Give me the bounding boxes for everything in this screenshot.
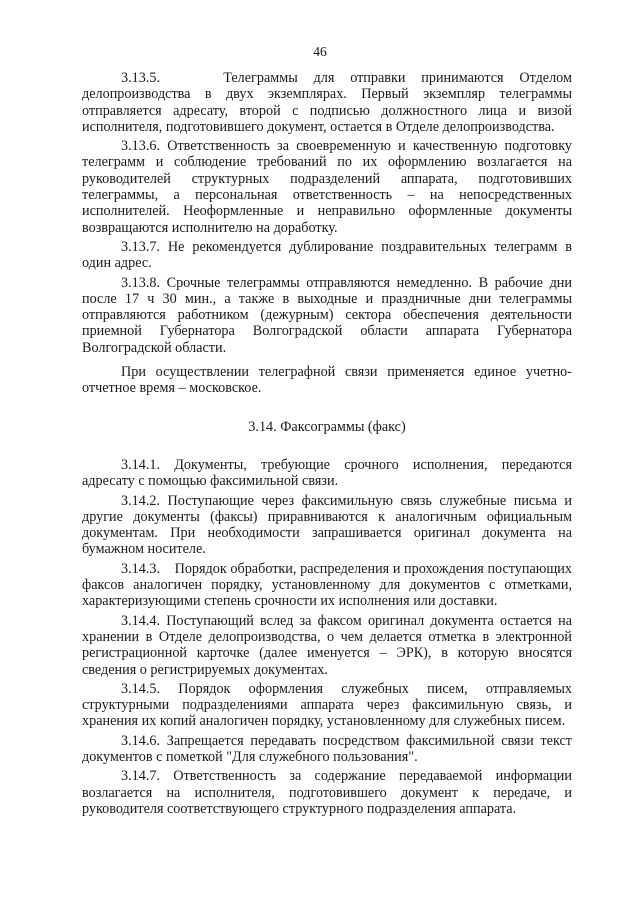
paragraph-telegraph-time: При осуществлении телеграфной связи применяется единое учетно-отчетное время – московское. xyxy=(82,364,572,397)
section-title-3-14: 3.14. Факсограммы (факс) xyxy=(248,418,406,435)
paragraph-3-13-6: 3.13.6. Ответственность за своевременную и качественную подготовку телеграмм и соблюдение требований по их оформлению возлагается на руководителей структурных подразделений аппарата, подготовивших телеграммы, а персональная ответственность – на непосредственных исполнителей. Неоформленные и неправильно оформленные документы возвращаются исполнителю на доработку. xyxy=(82,138,572,236)
document-body xyxy=(82,70,572,817)
paragraph-3-14-4: 3.14.4. Поступающий вслед за факсом оригинал документа остается на хранении в Отделе делопроизводства, о чем делается отметка в электронной регистрационной карточке (далее именуется – ЭРК), в которую вносятся сведения о регистрируемых документах. xyxy=(82,612,572,678)
paragraph-3-13-7: 3.13.7. Не рекомендуется дублирование поздравительных телеграмм в один адрес. xyxy=(82,238,572,272)
paragraph-3-14-1: 3.14.1. Документы, требующие срочного исполнения, передаются адресату с помощью факсимильной связи. xyxy=(82,456,572,490)
paragraph-3-14-6: 3.14.6. Запрещается передавать посредством факсимильной связи текст документов с пометкой "Для служебного пользования". xyxy=(82,732,572,765)
paragraph-3-14-7: 3.14.7. Ответственность за содержание передаваемой информации возлагается на исполнителя, подготовившего документ к передаче, и руководителя соответствующего структурного подразделения аппарата. xyxy=(82,768,572,817)
paragraph-3-14-3: 3.14.3. Порядок обработки, распределения и прохождения поступающих факсов аналогичен порядку, установленному для документов с отметками, характеризующими степень срочности их исполнения или доставки. xyxy=(82,560,572,610)
paragraph-3-14-5: 3.14.5. Порядок оформления служебных писем, отправляемых структурными подразделениями аппарата через факсимильную связь, и хранения их копий аналогичен порядку, установленному для служебных писем. xyxy=(82,680,572,730)
page-number: 46 xyxy=(313,44,327,59)
paragraph-3-13-5: 3.13.5. Телеграммы для отправки принимаются Отделом делопроизводства в двух экземплярах. Первый экземпляр телеграммы отправляется адресату, второй с подписью должностного лица и визой исполнителя, подготовившего документ, остается в Отделе делопроизводства. xyxy=(82,70,572,135)
paragraph-3-13-8: 3.13.8. Срочные телеграммы отправляются немедленно. В рабочие дни после 17 ч 30 мин., а также в выходные и праздничные дни телеграммы отправляются работником (дежурным) сектора обеспечения деятельности приемной Губернатора Волгоградской области аппарата Губернатора Волгоградской области. xyxy=(82,274,572,356)
paragraph-3-14-2: 3.14.2. Поступающие через факсимильную связь служебные письма и другие документы (факсы) приравниваются к аналогичным официальным документам. При необходимости запрашивается оригинал документа на бумажном носителе. xyxy=(82,492,572,558)
